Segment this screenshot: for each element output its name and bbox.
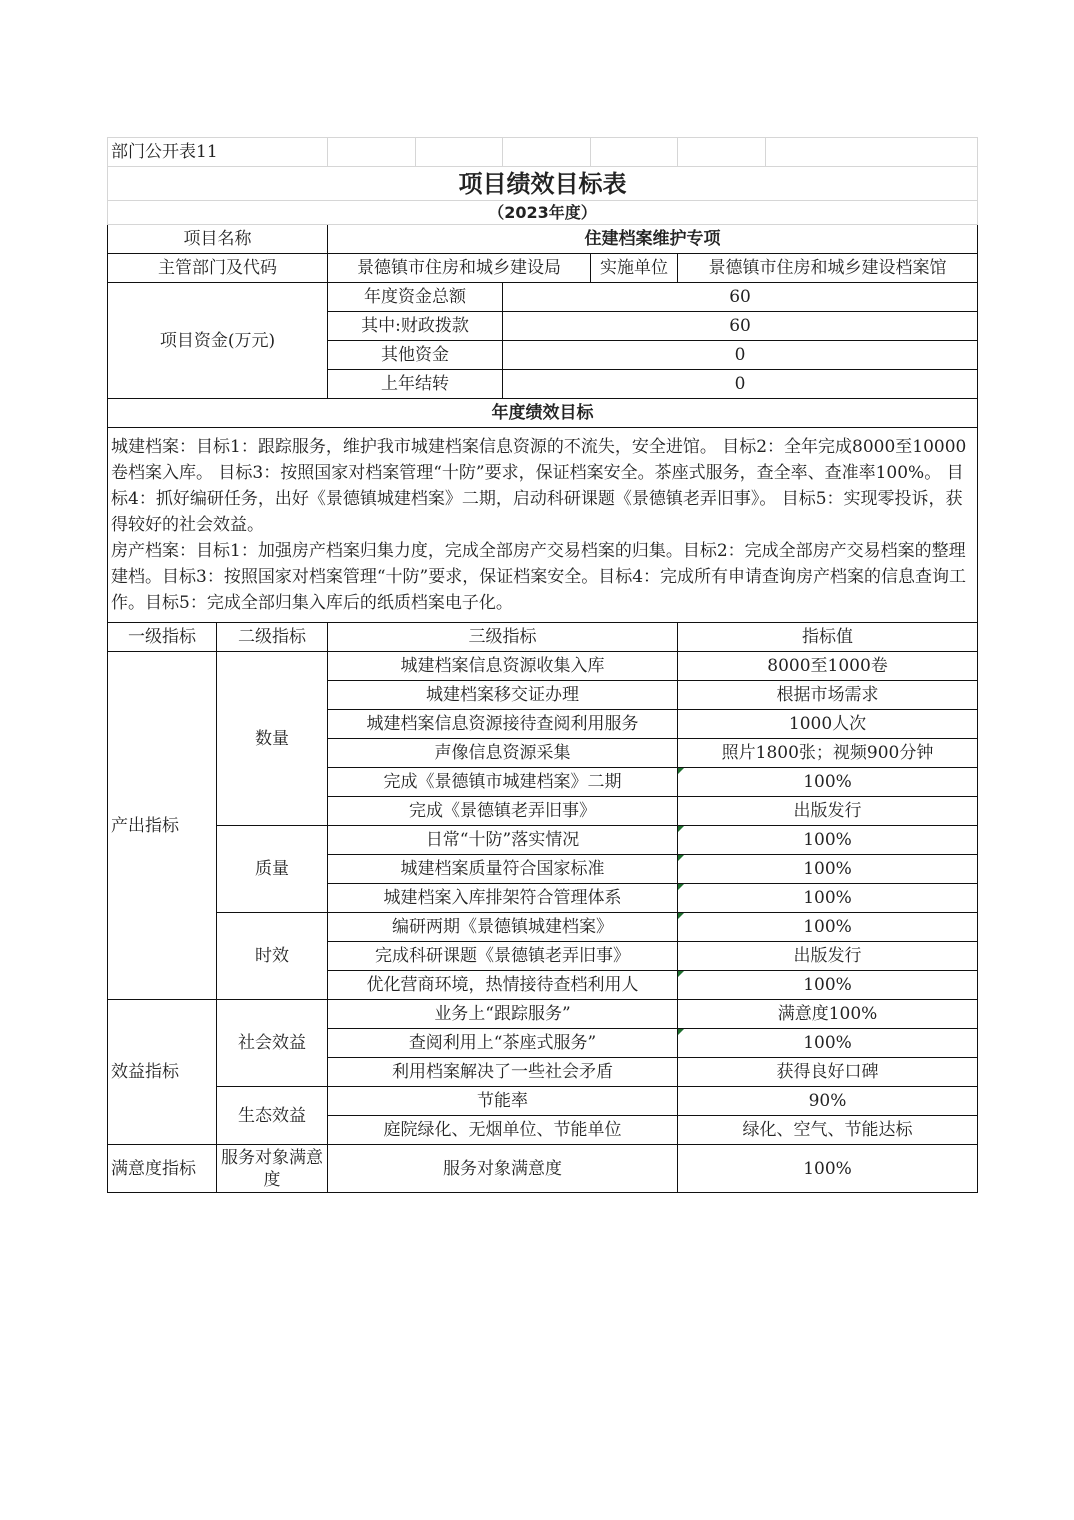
empty-cell <box>416 138 503 167</box>
level1-satisfaction: 满意度指标 <box>108 1145 217 1193</box>
dept-label: 主管部门及代码 <box>108 254 328 283</box>
goals-paragraph: 城建档案：目标1：跟踪服务，维护我市城建档案信息资源的不流失，安全进馆。 目标2：全年完成8000至10000卷档案入库。 目标3：按照国家对档案管理“十防”要求，保证档案安全。茶座式服务，查全率、查准率100%。 目标4：抓好编研任务，出好《景德镇城建档案》二期，启动科研课题《景德镇老弄旧事》。 目标5：实现零投诉，获得较好的社会效益。 <box>111 437 967 535</box>
indicator-value: 100% <box>678 855 978 884</box>
indicator-name: 声像信息资源采集 <box>328 739 678 768</box>
header-level1: 一级指标 <box>108 623 217 652</box>
empty-cell <box>766 138 978 167</box>
indicator-name: 日常“十防”落实情况 <box>328 826 678 855</box>
indicator-value: 根据市场需求 <box>678 681 978 710</box>
project-name-label: 项目名称 <box>108 225 328 254</box>
indicator-name: 完成《景德镇老弄旧事》 <box>328 797 678 826</box>
level2-service-satisfaction: 服务对象满意度 <box>217 1145 328 1193</box>
funds-row-value: 60 <box>503 312 978 341</box>
level2-ecological: 生态效益 <box>217 1087 328 1145</box>
header-level3: 三级指标 <box>328 623 678 652</box>
year-label: （2023年度） <box>108 201 978 225</box>
funds-row-value: 0 <box>503 370 978 399</box>
level1-output: 产出指标 <box>108 652 217 1000</box>
indicator-value: 照片1800张；视频900分钟 <box>678 739 978 768</box>
empty-cell <box>591 138 678 167</box>
level2-timeliness: 时效 <box>217 913 328 1000</box>
indicator-value: 1000人次 <box>678 710 978 739</box>
indicator-value: 100% <box>678 884 978 913</box>
indicator-name: 城建档案信息资源接待查阅利用服务 <box>328 710 678 739</box>
empty-cell <box>678 138 766 167</box>
header-value: 指标值 <box>678 623 978 652</box>
indicator-value: 100% <box>678 913 978 942</box>
funds-label: 项目资金(万元) <box>108 283 328 399</box>
level2-quantity: 数量 <box>217 652 328 826</box>
annual-goals-text <box>108 428 978 623</box>
dept-value: 景德镇市住房和城乡建设局 <box>328 254 591 283</box>
level1-benefit: 效益指标 <box>108 1000 217 1145</box>
impl-label: 实施单位 <box>591 254 678 283</box>
funds-row-label: 其中:财政拨款 <box>328 312 503 341</box>
indicator-value: 90% <box>678 1087 978 1116</box>
page-title: 项目绩效目标表 <box>108 167 978 201</box>
indicator-name: 业务上“跟踪服务” <box>328 1000 678 1029</box>
funds-row-label: 其他资金 <box>328 341 503 370</box>
indicator-value: 100% <box>678 826 978 855</box>
indicator-name: 城建档案入库排架符合管理体系 <box>328 884 678 913</box>
indicator-name: 城建档案移交证办理 <box>328 681 678 710</box>
table-code: 部门公开表11 <box>108 138 328 167</box>
project-name-value: 住建档案维护专项 <box>328 225 978 254</box>
indicator-name: 查阅利用上“茶座式服务” <box>328 1029 678 1058</box>
annual-goals-heading: 年度绩效目标 <box>108 399 978 428</box>
funds-row-value: 0 <box>503 341 978 370</box>
impl-value: 景德镇市住房和城乡建设档案馆 <box>678 254 978 283</box>
indicator-name: 完成科研课题《景德镇老弄旧事》 <box>328 942 678 971</box>
funds-row-label: 年度资金总额 <box>328 283 503 312</box>
empty-cell <box>328 138 416 167</box>
indicator-name: 服务对象满意度 <box>328 1145 678 1193</box>
indicator-value: 获得良好口碑 <box>678 1058 978 1087</box>
indicator-name: 优化营商环境，热情接待查档利用人 <box>328 971 678 1000</box>
indicator-value: 100% <box>678 1145 978 1193</box>
indicator-value: 出版发行 <box>678 797 978 826</box>
performance-table <box>107 137 978 1193</box>
indicator-value: 绿化、空气、节能达标 <box>678 1116 978 1145</box>
indicator-value: 100% <box>678 768 978 797</box>
indicator-name: 节能率 <box>328 1087 678 1116</box>
indicator-value: 100% <box>678 1029 978 1058</box>
indicator-value: 8000至1000卷 <box>678 652 978 681</box>
empty-cell <box>503 138 591 167</box>
indicator-value: 满意度100% <box>678 1000 978 1029</box>
level2-quality: 质量 <box>217 826 328 913</box>
goals-paragraph: 房产档案：目标1：加强房产档案归集力度，完成全部房产交易档案的归集。目标2：完成全部房产交易档案的整理建档。目标3：按照国家对档案管理“十防”要求，保证档案安全。目标4：完成所有申请查询房产档案的信息查询工作。目标5：完成全部归集入库后的纸质档案电子化。 <box>111 541 967 613</box>
level2-social: 社会效益 <box>217 1000 328 1087</box>
indicator-value: 100% <box>678 971 978 1000</box>
indicator-name: 庭院绿化、无烟单位、节能单位 <box>328 1116 678 1145</box>
indicator-name: 编研两期《景德镇城建档案》 <box>328 913 678 942</box>
indicator-name: 城建档案信息资源收集入库 <box>328 652 678 681</box>
funds-row-value: 60 <box>503 283 978 312</box>
funds-row-label: 上年结转 <box>328 370 503 399</box>
indicator-name: 完成《景德镇市城建档案》二期 <box>328 768 678 797</box>
indicator-name: 利用档案解决了一些社会矛盾 <box>328 1058 678 1087</box>
header-level2: 二级指标 <box>217 623 328 652</box>
indicator-value: 出版发行 <box>678 942 978 971</box>
indicator-name: 城建档案质量符合国家标准 <box>328 855 678 884</box>
